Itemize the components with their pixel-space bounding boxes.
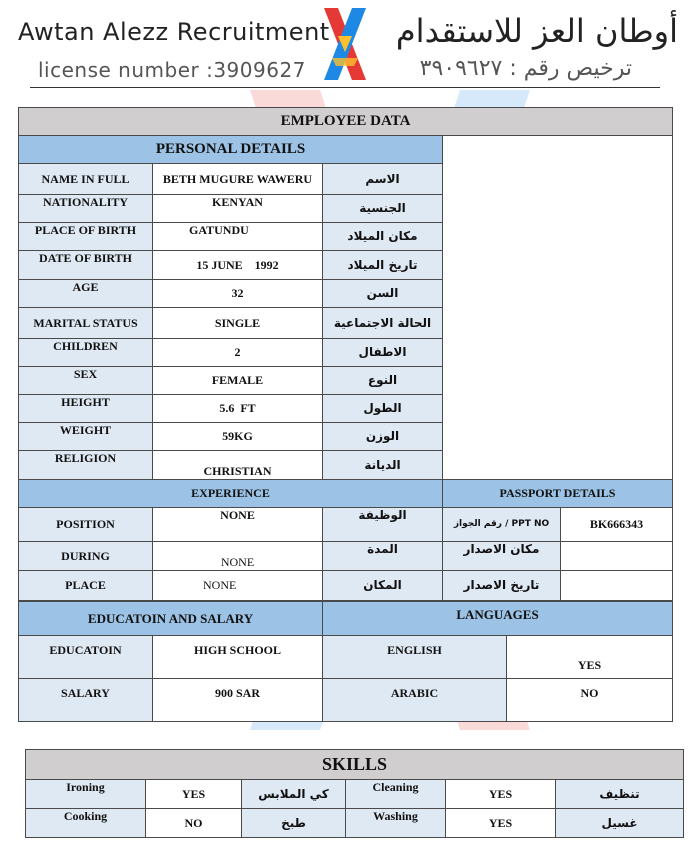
row-value: 59KG: [153, 423, 323, 451]
passport-value: BK666343: [561, 508, 673, 542]
passport-label: PPT NO / رقم الجواز: [443, 508, 561, 542]
skill-value: YES: [446, 780, 556, 809]
row-label: RELIGION: [19, 451, 153, 480]
skill-label-ar: غسيل: [556, 809, 684, 838]
row-label: EDUCATOIN: [19, 636, 153, 679]
passport-label: مكان الاصدار: [443, 542, 561, 571]
experience-title: EXPERIENCE: [19, 480, 443, 508]
company-logo-icon: [318, 6, 372, 84]
row-value: 5.6 FT: [153, 395, 323, 423]
row-value: NONE: [153, 571, 323, 601]
row-value: GATUNDU: [153, 223, 323, 251]
row-label: CHILDREN: [19, 339, 153, 367]
row-value: HIGH SCHOOL: [153, 636, 323, 679]
photo-cell: [443, 136, 673, 480]
row-label: POSITION: [19, 508, 153, 542]
row-label-ar: المدة: [323, 542, 443, 571]
header-divider: [30, 87, 660, 88]
skill-value: NO: [146, 809, 242, 838]
skill-value: YES: [146, 780, 242, 809]
row-label-ar: الحالة الاجتماعية: [323, 308, 443, 339]
row-label: SEX: [19, 367, 153, 395]
language-label: ENGLISH: [323, 636, 507, 679]
row-label-ar: السن: [323, 280, 443, 308]
license-number-ar: ترخيص رقم : ٣٩٠٩٦٢٧: [419, 56, 632, 81]
language-value: NO: [507, 679, 673, 722]
row-label-ar: الاسم: [323, 164, 443, 195]
personal-details-title: PERSONAL DETAILS: [19, 136, 443, 164]
row-label-ar: الديانة: [323, 451, 443, 480]
row-label-ar: الوزن: [323, 423, 443, 451]
passport-value: [561, 571, 673, 601]
row-value: 900 SAR: [153, 679, 323, 722]
row-value: SINGLE: [153, 308, 323, 339]
education-languages-table: [18, 601, 673, 722]
passport-title: PASSPORT DETAILS: [443, 480, 673, 508]
row-label-ar: الجنسية: [323, 195, 443, 223]
company-name-ar: أوطان العز للاستقدام: [395, 12, 678, 50]
language-value: YES: [507, 636, 673, 679]
row-label: PLACE: [19, 571, 153, 601]
row-label: NAME IN FULL: [19, 164, 153, 195]
license-number-en: license number :3909627: [38, 58, 306, 82]
row-value: CHRISTIAN: [153, 451, 323, 480]
row-label: SALARY: [19, 679, 153, 722]
skill-label-ar: تنظيف: [556, 780, 684, 809]
passport-label: تاريخ الاصدار: [443, 571, 561, 601]
company-name-en: Awtan Alezz Recruitment: [18, 18, 330, 46]
skill-label: Washing: [346, 809, 446, 838]
experience-table: [18, 507, 673, 601]
row-label: DURING: [19, 542, 153, 571]
row-value: 15 JUNE 1992: [153, 251, 323, 280]
row-label: MARITAL STATUS: [19, 308, 153, 339]
skill-label: Cleaning: [346, 780, 446, 809]
language-label: ARABIC: [323, 679, 507, 722]
row-label-ar: الطول: [323, 395, 443, 423]
row-value: 32: [153, 280, 323, 308]
row-value: NONE: [153, 542, 323, 571]
row-value: NONE: [153, 508, 323, 542]
skills-title: SKILLS: [26, 750, 684, 780]
skill-label-ar: كي الملابس: [242, 780, 346, 809]
skill-label-ar: طبخ: [242, 809, 346, 838]
row-value: FEMALE: [153, 367, 323, 395]
skill-label: Ironing: [26, 780, 146, 809]
row-label: HEIGHT: [19, 395, 153, 423]
languages-title: LANGUAGES: [323, 602, 673, 636]
row-label-ar: مكان الميلاد: [323, 223, 443, 251]
row-label: AGE: [19, 280, 153, 308]
skill-label: Cooking: [26, 809, 146, 838]
row-label-ar: النوع: [323, 367, 443, 395]
row-value: KENYAN: [153, 195, 323, 223]
row-label: NATIONALITY: [19, 195, 153, 223]
row-value: 2: [153, 339, 323, 367]
skill-value: YES: [446, 809, 556, 838]
skills-table: [25, 749, 684, 838]
row-label: DATE OF BIRTH: [19, 251, 153, 280]
employee-data-table: [18, 107, 673, 508]
row-label: WEIGHT: [19, 423, 153, 451]
row-label-ar: المكان: [323, 571, 443, 601]
row-label-ar: الاطفال: [323, 339, 443, 367]
education-title: EDUCATOIN AND SALARY: [19, 602, 323, 636]
row-value: BETH MUGURE WAWERU: [153, 164, 323, 195]
row-label-ar: تاريخ الميلاد: [323, 251, 443, 280]
row-label-ar: الوظيفة: [323, 508, 443, 542]
employee-data-title: EMPLOYEE DATA: [19, 108, 673, 136]
row-label: PLACE OF BIRTH: [19, 223, 153, 251]
passport-value: [561, 542, 673, 571]
